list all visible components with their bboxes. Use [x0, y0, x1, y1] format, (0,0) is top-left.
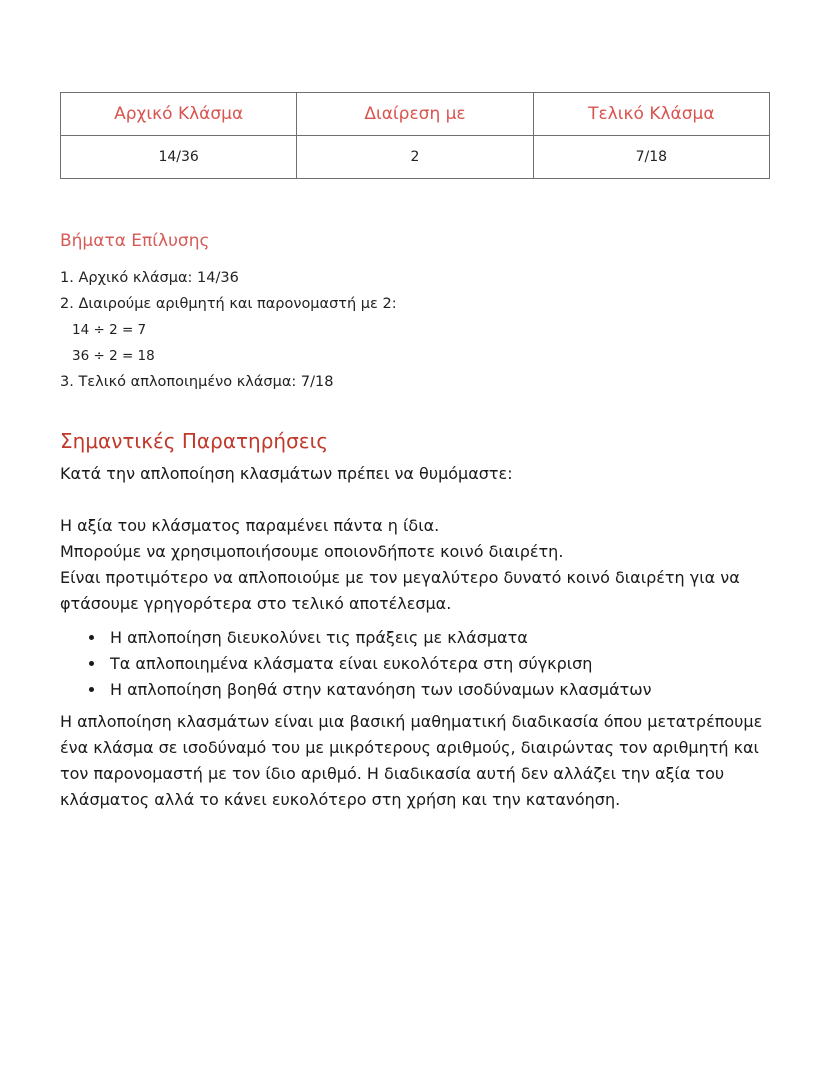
step-item: 1. Αρχικό κλάσμα: 14/36 — [60, 270, 239, 286]
notes-line: Η αξία του κλάσματος παραμένει πάντα η ίδια. — [60, 516, 440, 535]
document-page — [60, 92, 770, 813]
notes-intro: Κατά την απλοποίηση κλασμάτων πρέπει να θυμόμαστε: — [60, 464, 513, 483]
header-original-fraction: Αρχικό Κλάσμα — [61, 93, 297, 136]
list-item: • Τα απλοποιημένα κλάσματα είναι ευκολότερα στη σύγκριση — [106, 651, 770, 677]
step-sub-item: 14 ÷ 2 = 7 — [72, 322, 147, 338]
closing-paragraph: Η απλοποίηση κλασμάτων είναι μια βασική μαθηματική διαδικασία όπου μετατρέπουμε ένα κλάσμα σε ισοδύναμό του με μικρότερους αριθμούς, διαιρώντας τον αριθμητή και τον παρονομαστή με τον ίδιο αριθμό. Η διαδικασία αυτή δεν αλλάζει την αξία του κλάσματος αλλά το κάνει ευκολότερο στη χρήση και την κατανόηση. — [60, 712, 763, 809]
notes-line: Είναι προτιμότερο να απλοποιούμε με τον μεγαλύτερο δυνατό κοινό διαιρέτη για να φτάσουμε γρηγορότερα στο τελικό αποτέλεσμα. — [60, 568, 740, 613]
steps-list — [60, 265, 770, 395]
cell-final-fraction: 7/18 — [533, 136, 769, 179]
header-final-fraction: Τελικό Κλάσμα — [533, 93, 769, 136]
step-item: 3. Τελικό απλοποιημένο κλάσμα: 7/18 — [60, 374, 334, 390]
table-header-row — [61, 93, 770, 136]
list-item: • Η απλοποίηση βοηθά στην κατανόηση των ισοδύναμων κλασμάτων — [106, 677, 770, 703]
notes-bullet-list — [60, 625, 770, 703]
step-sub-item: 36 ÷ 2 = 18 — [72, 348, 155, 364]
notes-line: Μπορούμε να χρησιμοποιήσουμε οποιονδήποτε κοινό διαιρέτη. — [60, 542, 564, 561]
steps-heading: Βήματα Επίλυσης — [60, 231, 210, 251]
step-item: 2. Διαιρούμε αριθμητή και παρονομαστή με 2: — [60, 296, 397, 312]
table-row — [61, 136, 770, 179]
notes-paragraph — [60, 513, 770, 617]
list-item: • Η απλοποίηση διευκολύνει τις πράξεις με κλάσματα — [106, 625, 770, 651]
cell-original-fraction: 14/36 — [61, 136, 297, 179]
notes-heading: Σημαντικές Παρατηρήσεις — [60, 429, 329, 453]
fraction-table — [60, 92, 770, 179]
cell-divide-by: 2 — [297, 136, 533, 179]
header-divide-by: Διαίρεση με — [297, 93, 533, 136]
